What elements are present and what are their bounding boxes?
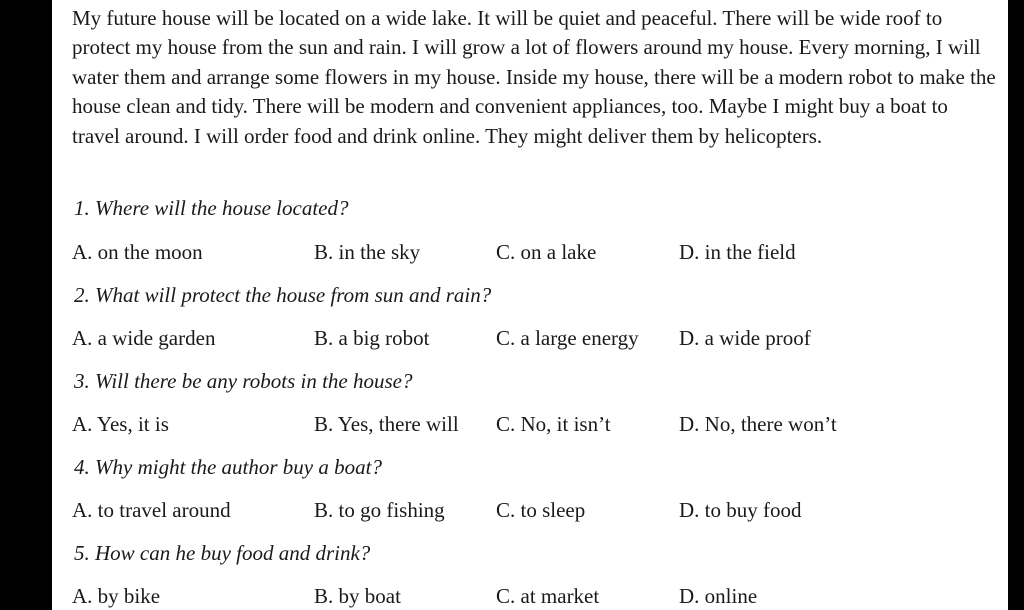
question-2-option-a: A. a wide garden [72,326,216,350]
worksheet-page [52,0,1008,610]
question-1: 1. Where will the house located? [74,196,349,220]
question-5-option-c: C. at market [496,584,600,608]
question-1-option-c: C. on a lake [496,240,597,264]
question-1-option-a: A. on the moon [72,240,203,264]
question-5-option-a: A. by bike [72,584,161,608]
question-2: 2. What will protect the house from sun and rain? [74,283,492,307]
question-3-option-b: B. Yes, there will [314,412,459,436]
question-4: 4. Why might the author buy a boat? [74,455,382,479]
question-5-option-d: D. online [679,584,758,608]
question-4-option-a: A. to travel around [72,498,231,522]
question-2-option-d: D. a wide proof [679,326,811,350]
question-4-option-c: C. to sleep [496,498,586,522]
question-3-option-d: D. No, there won’t [679,412,837,436]
question-3: 3. Will there be any robots in the house? [74,369,413,393]
question-2-option-b: B. a big robot [314,326,430,350]
question-4-option-b: B. to go fishing [314,498,445,522]
question-4-option-d: D. to buy food [679,498,802,522]
question-1-option-d: D. in the field [679,240,796,264]
question-3-option-a: A. Yes, it is [72,412,169,436]
question-3-option-c: C. No, it isn’t [496,412,611,436]
question-2-option-c: C. a large energy [496,326,639,350]
question-5-option-b: B. by boat [314,584,401,608]
reading-passage: My future house will be located on a wide lake. It will be quiet and peaceful. There will be wide roof to protect my house from the sun and rain. I will grow a lot of flowers around my house. Every morning, I will water them and arrange some flowers in my house. Inside my house, there will be a modern robot to make the house clean and tidy. There will be modern and convenient appliances, too. Maybe I might buy a boat to travel around. I will order food and drink online. They might deliver them by helicopters. [72,6,996,148]
question-5: 5. How can he buy food and drink? [74,541,371,565]
question-1-option-b: B. in the sky [314,240,421,264]
